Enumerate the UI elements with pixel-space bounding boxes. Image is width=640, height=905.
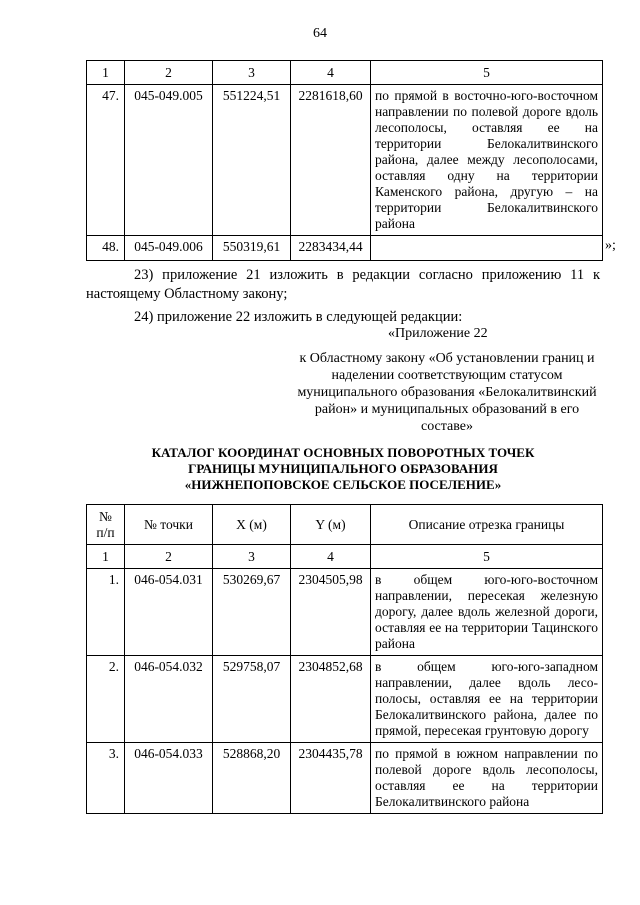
point-code: 046-054.032 — [125, 656, 213, 743]
table-row — [87, 85, 603, 236]
point-code: 046-054.031 — [125, 569, 213, 656]
column-header-line: № — [99, 508, 112, 524]
catalog-title-line: КАТАЛОГ КООРДИНАТ ОСНОВНЫХ ПОВОРОТНЫХ ТОЧЕК — [151, 445, 535, 460]
segment-description: по прямой в южном направлении по полевой дороге вдоль лесополосы, оставляя ее на территории Белокалитвинского района — [371, 743, 603, 814]
boundary-table-continued — [86, 60, 603, 261]
column-header-point: № точки — [125, 505, 213, 545]
segment-description: в общем юго-юго-восточном направлении, пересекая железную дорогу, далее вдоль железной дороги, оставляя ее на территории Тацинского района — [371, 569, 603, 656]
point-code: 045-049.006 — [125, 236, 213, 261]
column-header-description: Описание отрезка границы — [371, 505, 603, 545]
appendix-caption: к Областному закону «Об установлении границ и наделении соответствующим статусом муниципального образования «Белокалитвинский район» и муниципальных образований в его составе» — [297, 351, 597, 434]
column-number: 1 — [87, 61, 125, 85]
catalog-title — [86, 445, 600, 493]
y-coordinate: 2304852,68 — [291, 656, 371, 743]
x-coordinate: 530269,67 — [213, 569, 291, 656]
column-number: 3 — [213, 545, 291, 569]
y-coordinate: 2304505,98 — [291, 569, 371, 656]
x-coordinate: 528868,20 — [213, 743, 291, 814]
x-coordinate: 550319,61 — [213, 236, 291, 261]
column-number: 2 — [125, 545, 213, 569]
column-number: 3 — [213, 61, 291, 85]
row-number: 2. — [87, 656, 125, 743]
column-header-line: п/п — [96, 524, 115, 540]
catalog-title-line: «НИЖНЕПОПОВСКОЕ СЕЛЬСКОЕ ПОСЕЛЕНИЕ» — [184, 477, 502, 492]
table-numbering-row — [87, 545, 603, 569]
column-number: 1 — [87, 545, 125, 569]
page-number: 64 — [313, 26, 327, 41]
table-header-row — [87, 505, 603, 545]
column-header-y: Y (м) — [291, 505, 371, 545]
closing-quote-mark: »; — [605, 238, 616, 253]
paragraph-24: 24) приложение 22 изложить в следующей редакции: — [134, 309, 463, 325]
catalog-title-line: ГРАНИЦЫ МУНИЦИПАЛЬНОГО ОБРАЗОВАНИЯ — [188, 461, 498, 476]
paragraph-23: 23) приложение 21 изложить в редакции согласно приложению 11 к настоящему Областному закону; — [86, 267, 600, 302]
point-code: 046-054.033 — [125, 743, 213, 814]
column-number: 2 — [125, 61, 213, 85]
column-number: 4 — [291, 545, 371, 569]
row-number: 3. — [87, 743, 125, 814]
row-number: 1. — [87, 569, 125, 656]
column-header-number — [87, 505, 125, 545]
appendix-title: «Приложение 22 — [388, 326, 488, 341]
segment-description: по прямой в восточно-юго-восточном направлении по полевой дороге вдоль лесополосы, оставляя ее на территории Белокалитвинского района, далее между лесополосами, оставляя одну на территории Каменского района, другую – на территории Белокалитвинского района — [371, 85, 603, 236]
x-coordinate: 529758,07 — [213, 656, 291, 743]
segment-description — [371, 236, 603, 261]
segment-description: в общем юго-юго-западном направлении, далее вдоль лесополосы, оставляя ее на территории Белокалитвинского района, далее по прямой, пересекая грунтовую дорогу — [371, 656, 603, 743]
x-coordinate: 551224,51 — [213, 85, 291, 236]
column-header-x: X (м) — [213, 505, 291, 545]
point-code: 045-049.005 — [125, 85, 213, 236]
row-number: 47. — [87, 85, 125, 236]
table-row — [87, 569, 603, 656]
y-coordinate: 2304435,78 — [291, 743, 371, 814]
column-number: 5 — [371, 61, 603, 85]
y-coordinate: 2281618,60 — [291, 85, 371, 236]
column-number: 4 — [291, 61, 371, 85]
table-row — [87, 236, 603, 261]
table-row — [87, 743, 603, 814]
table-row — [87, 656, 603, 743]
column-number: 5 — [371, 545, 603, 569]
y-coordinate: 2283434,44 — [291, 236, 371, 261]
table-numbering-row — [87, 61, 603, 85]
row-number: 48. — [87, 236, 125, 261]
coordinates-catalog-table — [86, 504, 603, 814]
